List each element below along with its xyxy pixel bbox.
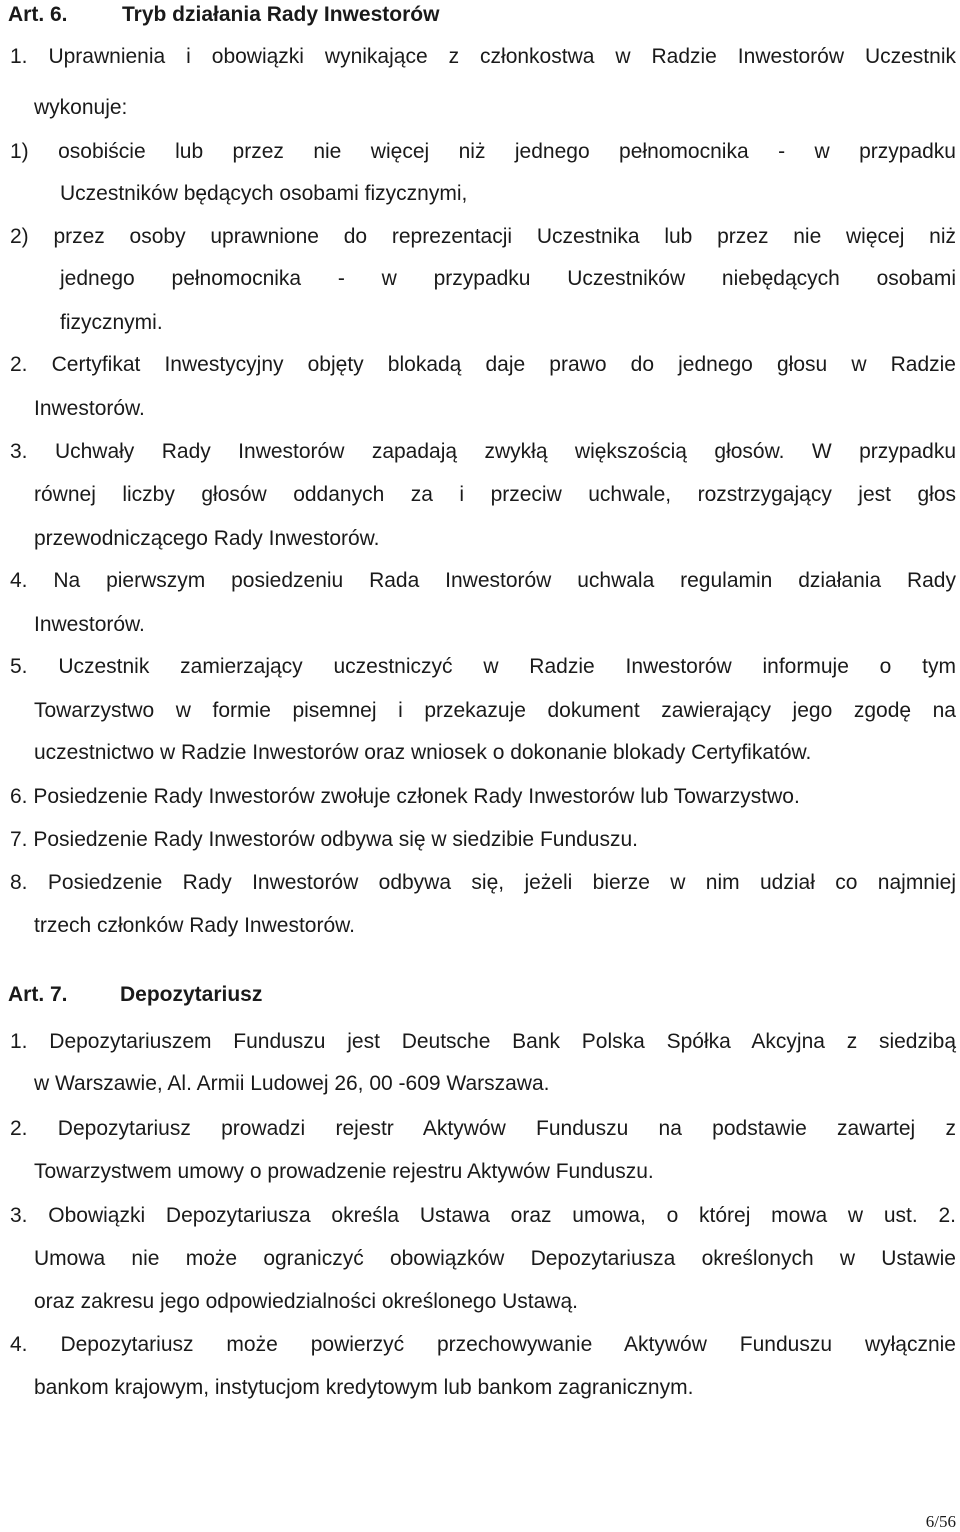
article-7-line: 2. Depozytariusz prowadzi rejestr Aktywów Funduszu na podstawie zawartej z [10, 1117, 956, 1140]
article-7-line: Towarzystwem umowy o prowadzenie rejestru Aktywów Funduszu. [34, 1160, 654, 1183]
article-6-line: 7. Posiedzenie Rady Inwestorów odbywa się w siedzibie Funduszu. [10, 828, 639, 851]
article-7-line: w Warszawie, Al. Armii Ludowej 26, 00 -609 Warszawa. [34, 1072, 550, 1095]
article-6-line: fizycznymi. [60, 311, 163, 334]
article-6-line: Inwestorów. [34, 397, 145, 420]
article-7-line: Umowa nie może ograniczyć obowiązków Depozytariusza określonych w Ustawie [34, 1247, 956, 1270]
article-6-line: Uczestników będących osobami fizycznymi, [60, 182, 468, 205]
article-6-line: wykonuje: [34, 96, 128, 119]
article-6-line: Inwestorów. [34, 613, 145, 636]
article-7-line: 3. Obowiązki Depozytariusza określa Ustawa oraz umowa, o której mowa w ust. 2. [10, 1204, 956, 1227]
article-6-line: 2) przez osoby uprawnione do reprezentacji Uczestnika lub przez nie więcej niż [10, 225, 956, 248]
article-6-line: 2. Certyfikat Inwestycyjny objęty blokadą daje prawo do jednego głosu w Radzie [10, 353, 956, 376]
article-6-line: jednego pełnomocnika - w przypadku Uczestników niebędących osobami [60, 267, 956, 290]
article-6-line: 3. Uchwały Rady Inwestorów zapadają zwykłą większością głosów. W przypadku [10, 440, 956, 463]
article-7-line: bankom krajowym, instytucjom kredytowym lub bankom zagranicznym. [34, 1376, 694, 1399]
article-6-line: 5. Uczestnik zamierzający uczestniczyć w Radzie Inwestorów informuje o tym [10, 655, 956, 678]
article-6-title: Tryb działania Rady Inwestorów [122, 3, 440, 26]
article-6-line: 1. Uprawnienia i obowiązki wynikające z członkostwa w Radzie Inwestorów Uczestnik [10, 45, 956, 68]
article-6-line: 4. Na pierwszym posiedzeniu Rada Inwestorów uchwala regulamin działania Rady [10, 569, 956, 592]
article-7-line: 1. Depozytariuszem Funduszu jest Deutsche Bank Polska Spółka Akcyjna z siedzibą [10, 1030, 956, 1053]
article-6-number: Art. 6. [8, 3, 68, 26]
article-6-line: 1) osobiście lub przez nie więcej niż jednego pełnomocnika - w przypadku [10, 140, 956, 163]
article-6-line: 6. Posiedzenie Rady Inwestorów zwołuje członek Rady Inwestorów lub Towarzystwo. [10, 785, 800, 808]
article-7-number: Art. 7. [8, 983, 68, 1006]
article-6-line: Towarzystwo w formie pisemnej i przekazuje dokument zawierający jego zgodę na [34, 699, 956, 722]
article-7-line: oraz zakresu jego odpowiedzialności określonego Ustawą. [34, 1290, 578, 1313]
article-7-line: 4. Depozytariusz może powierzyć przechowywanie Aktywów Funduszu wyłącznie [10, 1333, 956, 1356]
article-6-line: uczestnictwo w Radzie Inwestorów oraz wniosek o dokonanie blokady Certyfikatów. [34, 741, 812, 764]
article-6-line: przewodniczącego Rady Inwestorów. [34, 527, 380, 550]
article-6-line: 8. Posiedzenie Rady Inwestorów odbywa się, jeżeli bierze w nim udział co najmniej [10, 871, 956, 894]
page-number: 6/56 [925, 1512, 956, 1531]
article-6-line: trzech członków Rady Inwestorów. [34, 914, 355, 937]
article-6-line: równej liczby głosów oddanych za i przeciw uchwale, rozstrzygający jest głos [34, 483, 956, 506]
article-7-title: Depozytariusz [120, 983, 263, 1006]
